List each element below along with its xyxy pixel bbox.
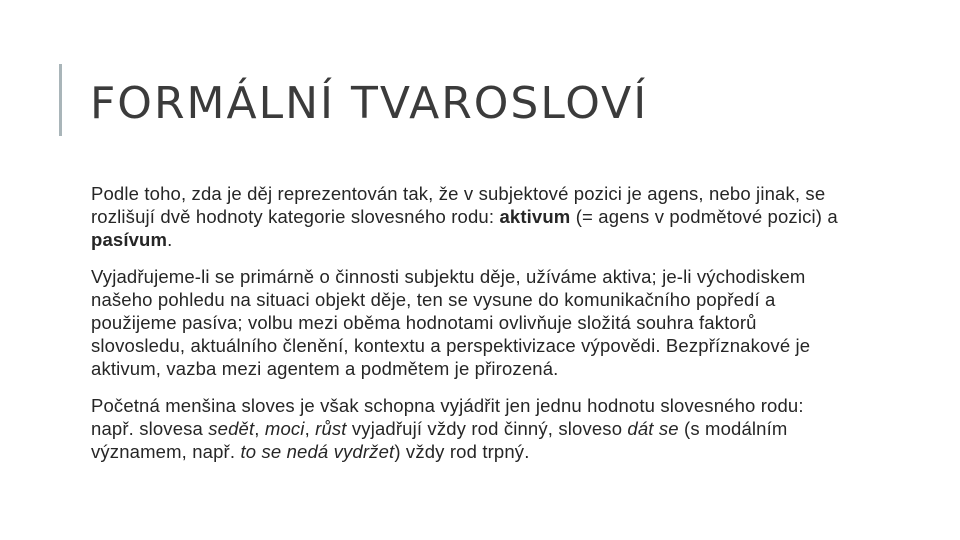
term-pasivum: pasívum: [91, 229, 168, 250]
text-segment: (= agens v podmětové pozici) a: [570, 206, 838, 227]
example-to-se-neda-vydrzet: to se nedá vydržet: [240, 441, 395, 462]
text-segment: (s modálním významem, např.: [91, 418, 788, 462]
text-segment: ,: [254, 418, 265, 439]
example-moci: moci: [264, 418, 305, 439]
slide-title: FORMÁLNÍ TVAROSLOVÍ: [90, 78, 649, 129]
text-segment: Vyjadřujeme-li se primárně o činnosti subjektu děje, užíváme aktiva; je-li východiskem našeho pohledu na situaci objekt děje, ten se vysune do komunikačního popředí a použijeme pasíva; volbu mezi oběma hodnotami ovlivňuje složitá souhra faktorů slovosledu, aktuálního členění, kontextu a perspektivizace výpovědi. Bezpříznakové je aktivum, vazba mezi agentem a podmětem je přirozená.: [91, 266, 811, 379]
slide-body: [91, 182, 851, 477]
term-aktivum: aktivum: [499, 206, 571, 227]
title-accent-bar: [59, 64, 62, 136]
text-segment: .: [167, 229, 173, 250]
text-segment: Početná menšina sloves je však schopna vyjádřit jen jednu hodnotu slovesného rodu: např. slovesa: [91, 395, 804, 439]
example-sedet: sedět: [208, 418, 255, 439]
example-dat-se: dát se: [627, 418, 679, 439]
text-segment: vyjadřují vždy rod činný, sloveso: [346, 418, 628, 439]
paragraph-voice-definition: [91, 182, 851, 251]
text-segment: Podle toho, zda je děj reprezentován tak, že v subjektové pozici je agens, nebo jinak, se rozlišují dvě hodnoty kategorie slovesného rodu:: [91, 183, 826, 227]
text-segment: ,: [304, 418, 316, 439]
text-segment: ) vždy rod trpný.: [394, 441, 530, 462]
example-rust: růst: [315, 418, 347, 439]
paragraph-voice-exceptions: [91, 394, 851, 463]
paragraph-voice-usage: [91, 265, 851, 380]
